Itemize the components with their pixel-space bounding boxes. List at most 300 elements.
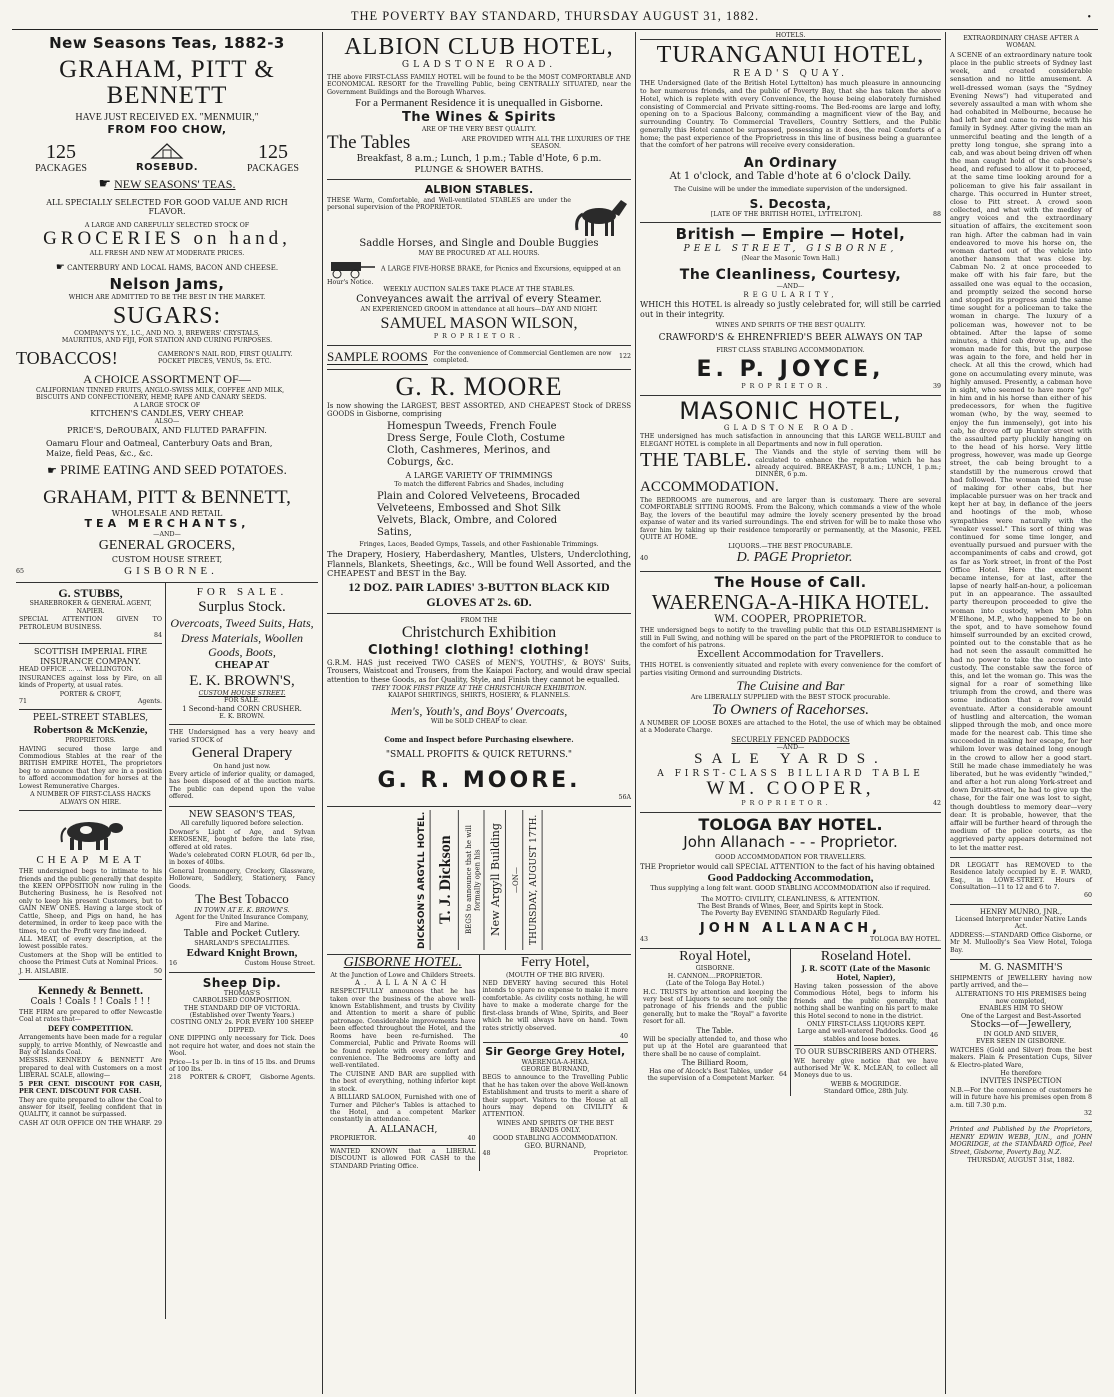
ferry-mouth: (MOUTH OF THE BIG RIVER). — [505, 971, 605, 979]
sheep-dip-advert — [169, 973, 315, 1086]
tobacco-heading: TOBACCOS! — [16, 347, 118, 368]
scottish-number: 71 — [19, 697, 28, 705]
accommodation-heading: ACCOMMODATION. — [640, 478, 779, 495]
albion-title: ALBION CLUB HOTEL, — [344, 34, 614, 60]
newteas-number: 16 — [169, 960, 178, 968]
sheep-standard: THE STANDARD DIP OF VICTORIA. — [183, 1004, 301, 1012]
hoc-and: —AND— — [776, 744, 805, 752]
received-line: HAVE JUST RECEIVED EX. "MENMUIR," — [75, 112, 259, 124]
joyce-prop: PROPRIETOR. — [741, 383, 832, 391]
candles-line: KITCHEN'S CANDLES, VERY CHEAP. — [90, 408, 244, 418]
also-line: ALSO— — [154, 418, 180, 426]
wilson-prop: PROPRIETOR. — [433, 333, 525, 341]
accommodation-note: The BEDROOMS are numerous, and are larger than is customary. There are several COMFORTABLE SITTING ROOMS. From the Balcony, which commands a view of the whole Bay, the lovers of the beautiful may admire the lovely scenery presented by the broad expanse of water and its varied surroundings. The end striven for will be to make those who favor him by taking up their residence temporarily or permanently, at the Masonic, FEEL QUITE AT HOME. — [640, 497, 941, 542]
gloves-line: 12 DOZ. PAIR LADIES' 3-BUTTON BLACK KID GLOVES AT 2s. 6D. — [348, 580, 610, 609]
column-1 — [12, 32, 323, 1394]
baths-line: PLUNGE & SHOWER BATHS. — [414, 164, 544, 175]
ferry-hotel-advert — [480, 955, 632, 1171]
surplus-items: Overcoats, Tweed Suits, Hats, Dress Materials, Woollen Goods, Boots, — [170, 616, 314, 660]
british-and: —AND— — [776, 283, 805, 291]
tobacco-note: CAMERON'S NAIL ROD, FIRST QUALITY. POCKET PIECES, VENUS, 5s. ETC. — [158, 350, 293, 366]
hotels-label: HOTELS. — [640, 32, 941, 40]
royal-billiard: The Billiard Room, — [681, 1059, 749, 1068]
imprint — [950, 1122, 1092, 1168]
drapery-every: Every article of inferior quality, or damaged, has been disposed of at the auction marts. The public can depend upon the value offered. — [169, 770, 315, 801]
sheep-thomas: THOMAS'S — [223, 989, 261, 997]
ferry-number: 40 — [619, 1032, 628, 1040]
tologa-sig: JOHN ALLANACH, — [699, 920, 882, 936]
tologa-padd: Good Paddocking Accommodation, — [707, 871, 874, 884]
grey-prop: Proprietor. — [593, 1150, 628, 1158]
drapery-heading: General Drapery — [191, 745, 293, 762]
hoc-liberal: Are LIBERALLY SUPPLIED with the BEST STOCK procurable. — [690, 693, 891, 701]
choice-heading: A CHOICE ASSORTMENT OF— — [83, 372, 251, 387]
tologa-name: John Allanach - - - Proprietor. — [683, 833, 898, 852]
table-heading: THE TABLE. — [640, 449, 752, 472]
gisbhotel-junc: At the Junction of Lowe and Childers Streets. — [330, 971, 476, 979]
column-1-right — [166, 583, 318, 1319]
decosta-name: S. Decosta, — [749, 196, 832, 211]
hoc-sale: SALE YARDS. — [694, 751, 887, 768]
kaiapoi-line: KAIAPOI SHIRTINGS, SHIRTS, HOSIERY, & FLANNELS. — [388, 692, 570, 700]
meals-line: Breakfast, 8 a.m.; Lunch, 1 p.m.; Table d'Hote, 6 p.m. — [356, 153, 602, 164]
brand-rosebud: ROSEBUD. — [135, 162, 199, 174]
gisbhotel-cuisine: The CUISINE AND BAR are supplied with the best of everything, nothing inferior kept in stock. — [330, 1070, 476, 1093]
packages-count-1: 125 — [46, 141, 76, 164]
hoc-exc: Excellent Accommodation for Travellers. — [697, 650, 884, 661]
new-teas-line — [16, 177, 318, 194]
gisbhotel-number: 40 — [467, 1135, 476, 1143]
cutlery-line: Table and Pocket Cutlery. — [183, 928, 301, 939]
royal-table: The Table. — [696, 1026, 734, 1035]
peel-stables-advert — [19, 710, 162, 811]
column-3 — [636, 32, 946, 1394]
clothing-line: Clothing! clothing! clothing! — [368, 642, 590, 658]
munro-lic: Licensed Interpreter under Native Lands Act. — [955, 916, 1087, 931]
scottish-ins: INSURANCES against loss by Fire, on all kinds of Property, at usual rates. — [19, 674, 162, 690]
brake-line — [327, 259, 631, 286]
hams-text: CANTERBURY AND LOCAL HAMS, BACON AND CHEESE. — [67, 263, 279, 272]
brake-text: A LARGE FIVE-HORSE BRAKE, for Picnics and Excursions, equipped at an Hour's Notice. — [327, 265, 621, 286]
royal-text: H.C. TRUSTS by attention and keeping the very best of Liquors to secure not only the patronage of his friends and the public generally, but to make the "Royal" a favorite resort for all. — [643, 988, 787, 1026]
royal-has: Has one of Alcock's Best Tables, under the supervision of a Competent Marker. — [647, 1067, 775, 1082]
tologa-number: 43 — [640, 936, 649, 944]
turanganui-title: TURANGANUI HOTEL, — [656, 42, 925, 69]
sample-rooms-advert — [327, 346, 631, 371]
british-near: (Near the Masonic Town Hall.) — [741, 254, 840, 262]
sharland-line: SHARLAND'S SPECIALITIES. — [194, 939, 290, 947]
moore-sig: G. R. MOORE. — [377, 768, 581, 794]
hoc-boxes: A NUMBER OF LOOSE BOXES are attached to the Hotel, the use of which may be obtained at a Moderate Charge. — [640, 719, 941, 735]
waerenga-name: WAERENGA-A-HIKA HOTEL. — [651, 590, 930, 615]
albion-stables-advert — [327, 180, 631, 346]
albion-road: GLADSTONE ROAD. — [401, 60, 557, 71]
tologa-paper: The Poverty Bay EVENING STANDARD Regularly Filed. — [700, 910, 881, 918]
nasmith-alter: ALTERATIONS TO HIS PREMISES being now completed, — [955, 990, 1087, 1006]
subs-date: Standard Office, 28th July. — [823, 1088, 909, 1096]
scottish-agents-label: Agents. — [137, 697, 162, 705]
surplus-heading: Surplus Stock. — [198, 599, 286, 616]
choice-list: CALIFORNIAN TINNED FRUITS, ANGLO-SWISS MILK, COFFEE AND MILK, BISCUITS AND CONFECTIONERY, HEMP, RAPE AND CANARY SEEDS. — [36, 386, 285, 402]
grey-number: 48 — [482, 1150, 491, 1158]
rule — [483, 1042, 629, 1043]
hoc-billiard: A FIRST-CLASS BILLIARD TABLE — [657, 768, 924, 779]
sample-note: For the convenience of Commercial Gentlemen are now completed. — [433, 349, 612, 365]
roseland-text: Having taken possession of the above Commodious Hotel, begs to inform his friends and the public generally, that nothing shall be wanting on his part to make this Hotel second to none in the district. — [794, 982, 938, 1020]
exhibition-advert — [327, 614, 631, 807]
grocers-line: GENERAL GROCERS, — [98, 538, 236, 554]
sheep-one: ONE DIPPING only necessary for Tick. Does not require hot water, and does not stain the Wool. — [169, 1035, 315, 1058]
turanganui-quay: READ'S QUAY. — [732, 68, 849, 79]
graham-name: GRAHAM, PITT & BENNETT — [59, 55, 275, 109]
liquors-line: LIQUORS.—THE BEST PROCURABLE. — [728, 542, 853, 550]
table-note: The Viands and the style of serving them will be calculated to enhance the reputation which he has already acquired. BREAKFAST, 8 a.m.; LUNCH, 1 p.m.; DINNER, 6 p.m. — [755, 449, 941, 479]
nasmith-advert — [950, 960, 1092, 1122]
british-beer: CRAWFORD'S & EHRENFRIED'S BEER ALWAYS ON TAP — [658, 333, 923, 344]
peel-title: PEEL-STREET STABLES, — [32, 713, 149, 724]
munro-notice — [950, 905, 1092, 960]
british-number: 39 — [932, 383, 941, 391]
gisborne-row — [16, 565, 318, 578]
nasmith-text: SHIPMENTS of JEWELLERY having now partly arrived, and the— — [950, 974, 1092, 990]
regularity: REGULARITY, — [743, 290, 838, 299]
leggatt-notice — [950, 858, 1092, 905]
moore-advert — [327, 370, 631, 614]
auction-line: WEEKLY AUCTION SALES TAKE PLACE AT THE STABLES. — [383, 286, 575, 294]
ferry-text: NED DEVERY having secured this Hotel intends to spare no expense to make it more comfortable. As civility costs nothing, he will have to make a moderate charge for the first-class brands of Wine, Spirits, and Beer which he will always have on hand. Town rates strictly observed. — [482, 979, 628, 1032]
saddle-line: Saddle Horses, and Single and Double Buggies — [359, 237, 599, 249]
ordinary-time: At 1 o'clock, and Table d'hote at 6 o'clock Daily. — [669, 171, 912, 183]
moore-text: Is now showing the LARGEST, BEST ASSORTED, AND CHEAPEST Stock of DRESS GOODS in Gisborne, comprising — [327, 401, 631, 418]
argyll-l1: DICKSON'S ARGYLL HOTEL. — [415, 810, 431, 950]
peel-name: Robertson & McKenzie, — [33, 723, 148, 736]
roseland-hotel-advert — [791, 949, 941, 1096]
argyll-l4: New Argyll Building — [488, 810, 506, 950]
new-teas-text: NEW SEASONS' TEAS. — [114, 177, 236, 192]
new-teas-advert — [169, 807, 315, 973]
jams-note: WHICH ARE ADMITTED TO BE THE BEST IN THE MARKET. — [68, 294, 266, 302]
tea-merchants: TEA MERCHANTS, — [84, 517, 250, 531]
leggatt-text: DR LEGGATT has REMOVED to the Residence lately occupied by E. F. WARD, Esq., in LOWE-STREET. Hours of Consultation—11 to 12 and 6 to 7. — [950, 861, 1092, 891]
exhibition-title: Christchurch Exhibition — [401, 624, 557, 642]
gisbhotel-title: GISBORNE HOTEL. — [343, 954, 462, 970]
ordinary-heading: An Ordinary — [743, 156, 838, 172]
advert-number: 65 — [16, 567, 25, 575]
turanganui-advert — [640, 40, 941, 223]
peel-hacks: A NUMBER OF FIRST-CLASS HACKS ALWAYS ON HIRE. — [30, 791, 151, 806]
roseland-title: Roseland Hotel. — [820, 948, 912, 964]
peel-prop: PROPRIETORS. — [65, 737, 116, 745]
sheep-title: Sheep Dip. — [202, 975, 282, 990]
exhibition-from: FROM THE — [460, 616, 498, 624]
stables-title: ALBION STABLES. — [424, 182, 534, 196]
exhibition-number: 56A — [618, 794, 631, 802]
gisbhotel-prop: PROPRIETOR. — [330, 1135, 377, 1143]
wines-note: ARE OF THE VERY BEST QUALITY. — [421, 125, 537, 133]
small-profits: "SMALL PROFITS & QUICK RETURNS." — [385, 749, 573, 760]
tologa-title: TOLOGA BAY HOTEL. — [698, 814, 883, 834]
chase-title: EXTRAORDINARY CHASE AFTER A WOMAN. — [963, 35, 1079, 50]
nasmith-nb: N.B.—For the convenience of customers he will in future have his premises open from 8 a.m. till 7.30 p.m. — [950, 1086, 1092, 1109]
kennedy-arr: Arrangements have been made for a regular supply, to arrive Monthly, of Newcastle and Bay of Islands Coal. — [19, 1034, 162, 1056]
hoc-this: THIS HOTEL is conveniently situated and replete with every convenience for the comfort of parties visiting Ormond and surrounding Districts. — [640, 662, 941, 677]
sheep-agents: PORTER & CROFT, — [189, 1074, 252, 1082]
rule — [794, 1045, 938, 1046]
hoc-fenced: SECURELY FENCED PADDOCKS — [731, 735, 850, 744]
gisborne-hotel-advert — [327, 955, 480, 1171]
brown-street: CUSTOM HOUSE STREET. — [198, 689, 286, 697]
kennedy-text: THE FIRM are prepared to offer Newcastle Coal at rates that— — [19, 1009, 162, 1024]
sheep-number: 218 — [169, 1074, 182, 1082]
albion-perm: For a Permanent Residence it is unequalled in Gisborne. — [355, 97, 603, 110]
brown-name: E. K. BROWN'S, — [189, 672, 295, 689]
albion-text: THE above FIRST-CLASS FAMILY HOTEL will be found to be the MOST COMFORTABLE AND ECONOMICAL RESORT for the Travelling Public, being CENTRALLY SITUATED, near the Government Buildings and the Borough Wharves. — [327, 73, 631, 96]
subs-sig: WEBB & MOGRIDGE. — [830, 1080, 902, 1088]
scottish-head: HEAD OFFICE ... ... WELLINGTON. — [19, 666, 134, 674]
tables-row — [327, 133, 631, 154]
for-sale-advert — [169, 583, 315, 726]
meat-number: 50 — [153, 967, 162, 975]
royal-title: Royal Hotel, — [679, 948, 751, 964]
hoc-owner: WM. COOPER, PROPRIETOR. — [714, 614, 867, 626]
nasmith-one: One of the Largest and Best-Assorted — [960, 1012, 1082, 1020]
groom-line: AN EXPERIENCED GROOM in attendance at all hours—DAY AND NIGHT. — [360, 305, 598, 313]
pointing-hand-icon: ☛ — [47, 464, 58, 477]
column-2-lower — [327, 955, 631, 1171]
newteas-text: All carefully liquored before selection. — [180, 820, 304, 828]
fringes-line: Fringes, Laces, Beaded Gymps, Tassels, and other Fashionable Trimmings. — [359, 541, 599, 549]
newteas-title: NEW SEASON'S TEAS, — [188, 809, 296, 820]
kennedy-messrs: MESSRS. KENNEDY & BENNETT Are prepared to deal with Customers on a most LIBERAL SCALE, allowing— — [19, 1057, 162, 1080]
stubbs-role: SHAREBROKER & GENERAL AGENT, — [29, 600, 152, 608]
and-line: —AND— — [153, 531, 181, 539]
nasmith-stocks: Stocks—of—Jewellery, — [970, 1020, 1072, 1031]
tea-chest-icon — [150, 142, 184, 160]
gisbhotel-text: RESPECTFULLY announces that he has taken over the business of the above well-known Establishment, and trusts by Civility and Attention to merit a share of public patronage. Considerable improvements have been effected throughout the Hotel, and the Rooms have been re-furnished. The Commercial, Public and Private Rooms will be found replete with every comfort and convenience. The Bedrooms are lofty and well-ventilated. — [330, 988, 476, 1070]
ferry-title: Ferry Hotel, — [521, 954, 590, 970]
prize-line: THEY TOOK FIRST PRIZE AT THE CHRISTCHURCH EXHIBITION. — [371, 684, 587, 692]
sheep-est: (Established over Twenty Years.) — [189, 1011, 295, 1019]
crusher-line: 1 Second-hand CORN CRUSHER. — [182, 704, 302, 713]
from-line: FROM FOO CHOW, — [107, 123, 227, 137]
teas-banner: New Seasons Teas, 1882-3 — [49, 34, 285, 52]
meat-favor: Customers at the Shop will be entitled to choose the Primest Cuts at Nominal Prices. — [19, 951, 162, 967]
hoc-text: THE undersigned begs to notify to the travelling public that this OLD ESTABLISHMENT is still in Full Swing, and nothing will be spared on the part of the PROPRIETOR to conduce to the comfort of his patrons. — [640, 627, 941, 650]
cow-icon — [56, 816, 126, 852]
exhibition-text: G.R.M. HAS just received TWO CASES of MEN'S, YOUTHS', & BOYS' Suits, Trousers, Waistcoat and Trousers, from the Kaiapoi Factory, and would draw special attention to these Goods, as for Quality, Style, and Finish they cannot be equalled. — [327, 659, 631, 684]
jams-heading: Nelson Jams, — [109, 275, 225, 294]
munro-name: HENRY MUNRO, JNR., — [979, 907, 1063, 916]
nasmith-invites: INVITES INSPECTION — [980, 1077, 1062, 1086]
fresh-line: ALL FRESH AND NEW AT MODERATE PRICES. — [89, 250, 245, 258]
brown-sig: E. K. BROWN. — [219, 713, 265, 721]
tologa-good: GOOD ACCOMMODATION FOR TRAVELLERS. — [715, 854, 866, 862]
british-text: WHICH this HOTEL is already so justly celebrated for, will still be carried out in their integrity. — [640, 300, 941, 319]
overcoats-line: Men's, Youth's, and Boys' Overcoats, — [390, 703, 568, 718]
moore-items: Homespun Tweeds, French Foule Dress Serge, Foule Cloth, Costume Cloth, Cashmeres, Merinos, and Coburgs, &c. — [387, 421, 565, 468]
stock-line: A LARGE AND CAREFULLY SELECTED STOCK OF — [84, 221, 250, 229]
gisbhotel-name: A. ALLANACH — [354, 978, 451, 987]
nasmith-number: 32 — [1083, 1109, 1092, 1117]
roseland-only: ONLY FIRST-CLASS LIQUORS KEPT. — [806, 1020, 926, 1028]
royal-hotel-advert — [640, 949, 791, 1096]
subs-text: WE hereby give notice that we have authorised Mr W. K. McLEAN, to collect all Moneys due to us. — [794, 1057, 938, 1080]
roseland-number: 46 — [929, 1032, 938, 1040]
kennedy-cash: CASH AT OUR OFFICE ON THE WHARF. — [19, 1119, 152, 1127]
hoc-number: 42 — [932, 800, 941, 808]
argyll-advert — [327, 807, 631, 955]
british-wines: WINES AND SPIRITS OF THE BEST QUALITY. — [715, 322, 866, 330]
grey-name: GEORGE BURNAND, — [521, 1065, 590, 1073]
grey-sig: GEO. BURNAND, — [524, 1142, 587, 1151]
column-2 — [323, 32, 636, 1394]
grey-stab: GOOD STABLING ACCOMMODATION. — [492, 1134, 618, 1142]
meat-all: ALL MEAT, of every description, at the lowest possible rates. — [19, 935, 162, 951]
selected-line: ALL SPECIALLY SELECTED FOR GOOD VALUE AND RICH FLAVOR. — [46, 197, 288, 217]
tologa-advert — [640, 813, 941, 949]
nasmith-ever: EVER SEEN IN GISBORNE. — [975, 1038, 1067, 1046]
nasmith-enables: ENABLES HIM TO SHOW — [979, 1005, 1063, 1013]
column-4 — [946, 32, 1096, 1394]
wines-heading: The Wines & Spirits — [402, 110, 556, 126]
graham-advert — [16, 32, 318, 583]
forsale-2: FOR SALE. — [224, 697, 260, 705]
drapery-text: THE Undersigned has a very heavy and varied STOCK of — [169, 729, 315, 744]
royal-number: 64 — [778, 1071, 787, 1079]
columns — [12, 32, 1098, 1394]
coals-line: Coals ! Coals ! ! Coals ! ! ! — [30, 997, 151, 1008]
defy-line: DEFY COMPETITION. — [47, 1023, 134, 1033]
tables-heading: The Tables — [327, 132, 411, 153]
tobacco-heading-2: The Best Tobacco — [195, 891, 289, 907]
sample-heading: SAMPLE ROOMS — [327, 348, 428, 364]
ekb-name: Edward Knight Brown, — [186, 946, 298, 959]
newteas-agent: Agent for the United Insurance Company, Fire and Marine. — [175, 914, 309, 929]
nasmith-there: He therefore — [1000, 1070, 1042, 1078]
peel-text: HAVING secured those large and Commodious Stables at the rear of the BRITISH EMPIRE HOTEL, The proprietors beg to announce that they are in a position to afford accommodation for horses at the Lowest Remunerative Charges. — [19, 745, 162, 790]
tologa-text: THE Proprietor would call SPECIAL ATTENTION to the fact of his having obtained — [640, 862, 935, 871]
kennedy-title: Kennedy & Bennett. — [38, 983, 143, 998]
grey-loc: WAERENGA-A-HIKA. — [521, 1058, 589, 1066]
column-1-left — [16, 583, 166, 1319]
chase-article — [950, 32, 1092, 858]
masthead-title: THE POVERTY BAY STANDARD, THURSDAY AUGUST 31, 1882. — [350, 9, 760, 24]
albion-advert — [327, 32, 631, 180]
drapery-advert — [169, 725, 315, 806]
trim-line: A LARGE VARIETY OF TRIMMINGS — [405, 471, 553, 481]
british-street: PEEL STREET, GISBORNE, — [683, 243, 898, 254]
masonic-text: THE undersigned has much satisfaction in announcing that this LARGE WELL-BUILT and ELEGANT HOTEL is complete in all Departments and now in full operation. — [640, 433, 941, 448]
stubbs-name: G. STUBBS, — [58, 585, 123, 600]
oamaru-line: Oamaru Flour and Oatmeal, Canterbury Oats and Bran, Maize, field Peas, &c., &c. — [46, 439, 273, 458]
newteas-custom: Custom House Street. — [244, 960, 315, 968]
royal-will: Will be specially attended to, and those who put up at the Hotel are guaranteed that there shall be no cause of complaint. — [643, 1036, 787, 1058]
scottish-advert — [19, 644, 162, 710]
cooper-prop: PROPRIETOR. — [741, 800, 832, 808]
come-line: Come and Inspect before Purchasing elsewhere. — [384, 734, 574, 744]
argyll-l2: T. J. Dickson — [435, 810, 459, 950]
saddle-note: MAY BE PROCURED AT ALL HOURS. — [418, 249, 540, 257]
custom-street: CUSTOM HOUSE STREET, — [111, 555, 223, 565]
joyce-name: E. P. JOYCE, — [696, 357, 885, 383]
tologa-thus: Thus supplying a long felt want. GOOD STABLING ACCOMMODATION also if required. — [650, 885, 931, 893]
convey-line: Conveyances await the arrival of every Steamer. — [356, 293, 602, 305]
kennedy-they: They are quite prepared to allow the Coal to answer for itself, feeling confident that in QUALITY, it cannot be surpassed. — [19, 1096, 162, 1119]
nasmith-watches: WATCHES (Gold and Silver) from the best makers. Plain & Presentation Cups, Silver & Electro-plated Ware, — [950, 1046, 1092, 1069]
cuisine-line: The Cuisine will be under the immediate supervision of the undersigned. — [673, 186, 908, 194]
argyll-l6: THURSDAY, AUGUST 17TH. — [527, 810, 543, 950]
british-title: British — Empire — Hotel, — [675, 225, 906, 244]
meat-title: CHEAP MEAT — [36, 853, 145, 866]
hoc-owners: To Owners of Racehorses. — [712, 701, 869, 718]
sugars-note: COMPANY'S Y.Y., I.C., AND NO. 3, BREWERS' CRYSTALS, MAURITIUS, AND FIJI, FOR STATION AND CURING PURPOSES. — [61, 329, 273, 345]
munro-addr: ADDRESS:—STANDARD Office Gisborne, or Mr M. Mulloolly's Sea View Hotel, Tologa Bay. — [950, 931, 1092, 954]
wholesale-line: WHOLESALE AND RETAIL — [111, 508, 223, 518]
meat-text: THE undersigned begs to intimate to his friends and the public generally that despite the KEEN OPPOSITION now ruling in the Butchering Business, he is Resolved not only to keep his present Customers, but to GAIN NEW ONES. Having a large stock of Cattle, Sheep, and Pigs on hand, he has determined, in order to keep pace with the times, to cut the Profit very fine indeed. — [19, 868, 162, 935]
graham-name-2: GRAHAM, PITT & BENNETT, — [43, 486, 291, 508]
candles-a: A LARGE STOCK OF — [133, 401, 201, 409]
wilson-name: SAMUEL MASON WILSON, — [380, 314, 578, 332]
drapery-line: The Drapery, Hosiery, Haberdashery, Mantles, Ulsters, Underclothing, Flannels, Blankets, Sheetings, &c., Will be found Well Assorted, and the CHEAPEST and BEST in the Bay. — [327, 548, 631, 579]
meat-sig: J. H. AISLABIE. — [19, 967, 69, 975]
newteas-light: Downer's Light of Age, and Sylvan KEROSENE, bought before the late rise, offered at old rates. — [169, 828, 315, 851]
british-empire-advert — [640, 223, 941, 396]
argyll-l3: BEGS to announce that he will formally open his — [463, 810, 485, 950]
column-1-lower — [16, 583, 318, 1319]
royal-town: GISBORNE. — [695, 965, 735, 973]
pointing-hand-icon: ☛ — [55, 261, 65, 273]
roseland-js: J. R. SCOTT (Late of the Masonic Hotel, Napier), — [801, 964, 931, 982]
groceries-heading: GROCERIES on hand, — [43, 228, 291, 250]
hoc-title: The House of Call. — [714, 574, 867, 591]
pointing-hand-icon: ☛ — [98, 177, 112, 193]
newteas-list: General Ironmongery, Crockery, Glassware, Holloware, Saddlery, Stationery, Fancy Goods. — [169, 867, 315, 890]
potatoes-line — [16, 462, 318, 478]
horse-icon — [571, 196, 631, 238]
argyll-l5: —ON— — [510, 810, 523, 950]
stubbs-advert — [19, 583, 162, 645]
tologa-brands: The Best Brands of Wines, Beer, and Spirits kept in Stock. — [697, 902, 884, 910]
kennedy-discount: 5 PER CENT. DISCOUNT FOR CASH, PER CENT. DISCOUNT FOR CASH. — [19, 1080, 162, 1096]
royal-prop: H. CANNON....PROPRIETOR. — [667, 972, 763, 980]
packages-row — [16, 141, 318, 175]
paraffin-line: PRICE'S, DeROUBAIX, AND FLUTED PARAFFIN. — [67, 425, 267, 435]
gisbhotel-sig: A. ALLANACH, — [368, 1124, 438, 1135]
rule — [330, 1145, 476, 1146]
masonic-number: 40 — [640, 554, 649, 562]
cheap-at: CHEAP AT — [214, 659, 270, 672]
coach-icon — [327, 259, 379, 279]
british-stab: FIRST CLASS STABLING ACCOMMODATION. — [716, 347, 865, 355]
gisbhotel-billiard: A BILLIARD SALOON, Furnished with one of Turner and Pilcher's Tables is attached to the Hotel, and a competent Marker constantly in attendance. — [330, 1094, 476, 1124]
hams-line — [16, 262, 318, 274]
masonic-road: GLADSTONE ROAD. — [723, 424, 858, 433]
velvets-list: Plain and Colored Velveteens, Brocaded Velveteens, Embossed and Shot Silk Velvets, Black, Ombre, and Colored Satins, — [377, 491, 581, 538]
roseland-large: Large and well-watered Paddocks. Good stables and loose boxes. — [797, 1028, 927, 1043]
sheep-carbolised: CARBOLISED COMPOSITION. — [192, 997, 292, 1005]
hoc-cuisine: The Cuisine and Bar — [736, 677, 845, 693]
imprint-date: THURSDAY, AUGUST 31st, 1882. — [967, 1157, 1075, 1165]
moore-title: G. R. MOORE — [395, 372, 563, 402]
leggatt-number: 60 — [1083, 892, 1092, 900]
tobacco-row — [16, 349, 318, 369]
grey-text: BEGS to announce to the Travelling Public that he has taken over the above Well-known Establishment and trusts to merit a share of their support. Visitors to the House at all hours may depend on CIVILITY & ATTENTION. — [482, 1074, 628, 1119]
decosta-late: [LATE OF THE BRITISH HOTEL, LYTTELTON]. — [710, 210, 863, 218]
sugars-heading: SUGARS: — [112, 303, 222, 330]
newteas-town: IN TOWN AT E. K. BROWN'S. — [194, 906, 290, 914]
masonic-title: MASONIC HOTEL, — [679, 396, 902, 425]
royal-late: (Late of the Tologa Bay Hotel.) — [665, 980, 765, 988]
